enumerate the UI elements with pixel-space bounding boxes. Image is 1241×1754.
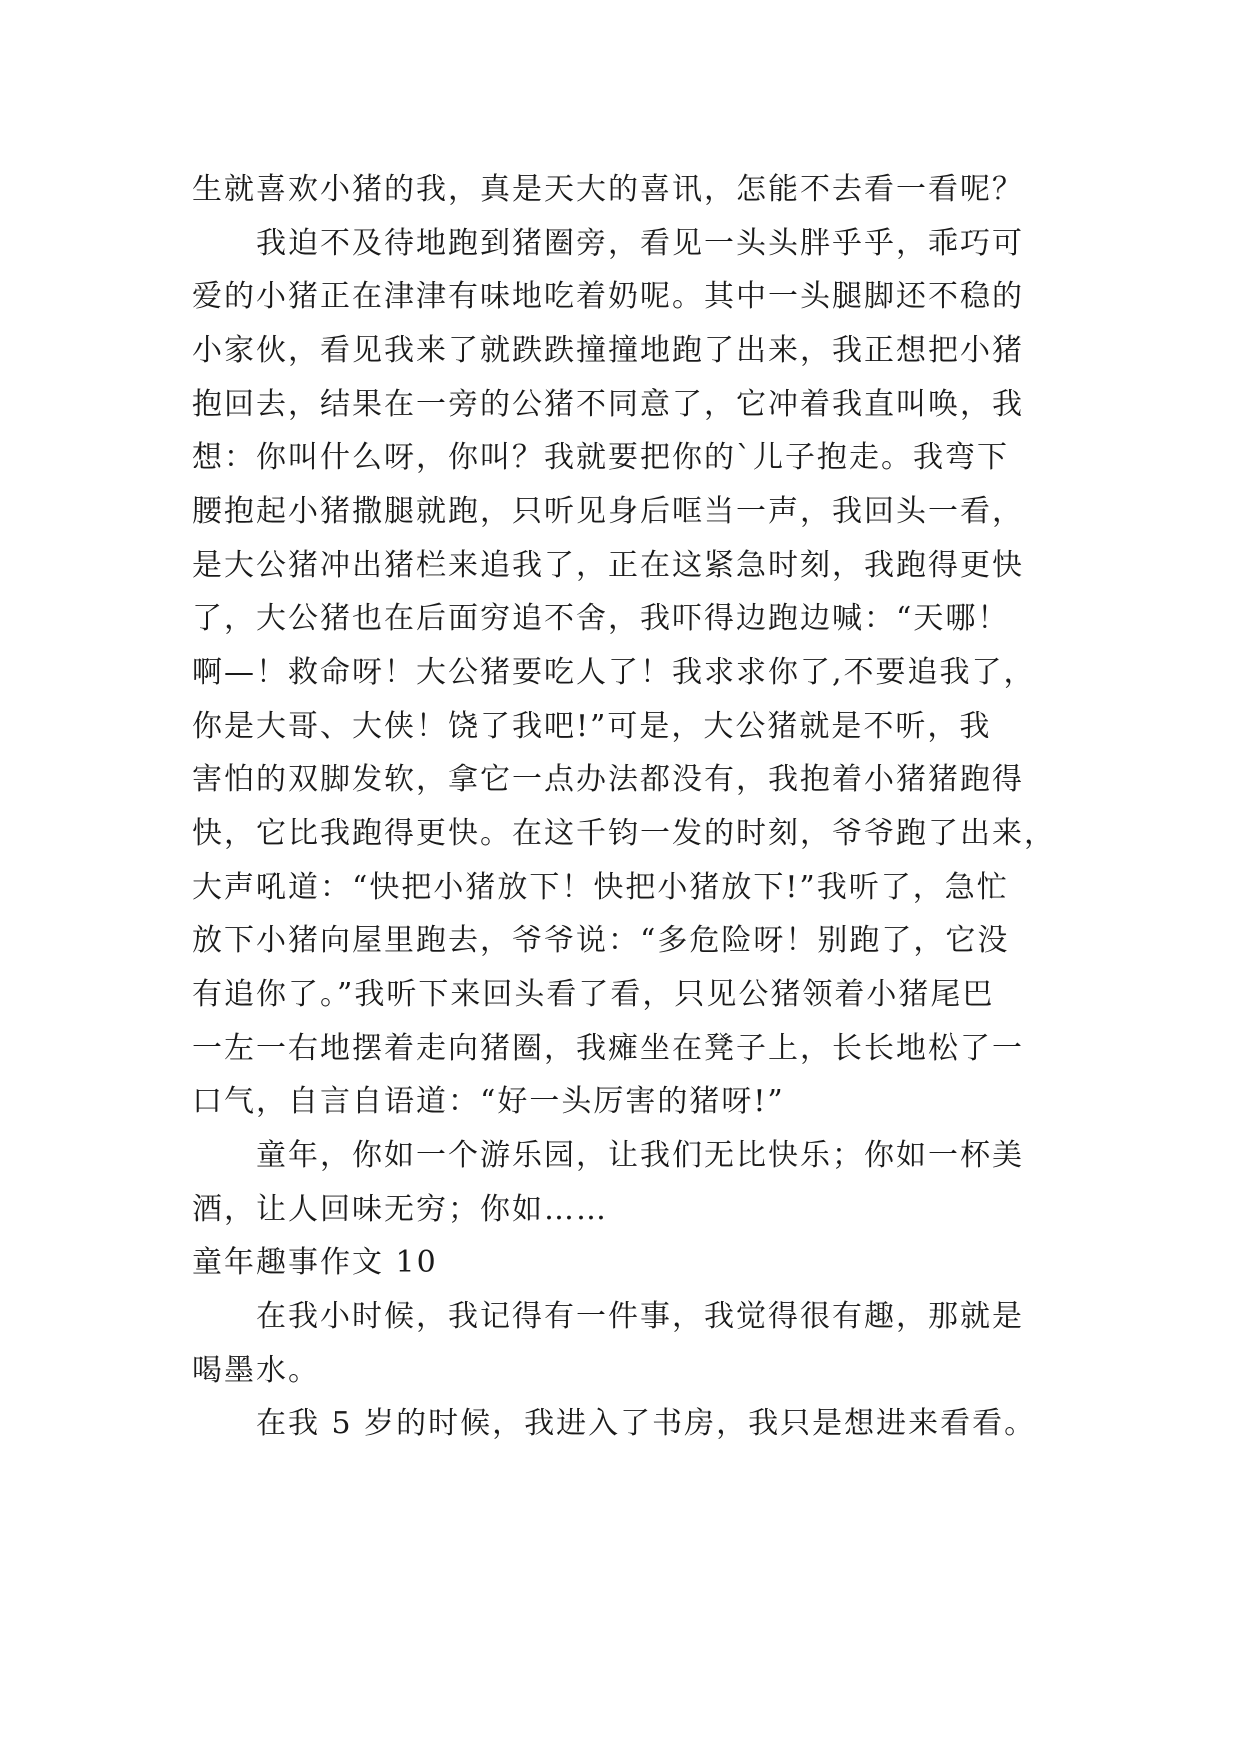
- paragraph-line: 我迫不及待地跑到猪圈旁，看见一头头胖乎乎，乖巧可: [256, 226, 1024, 261]
- paragraph-line: 腰抱起小猪撒腿就跑，只听见身后哐当一声，我回头一看，: [192, 494, 1024, 529]
- paragraph-line: 抱回去，结果在一旁的公猪不同意了，它冲着我直叫唤，我: [192, 387, 1024, 422]
- paragraph-line: 放下小猪向屋里跑去，爷爷说：“多危险呀！别跑了，它没: [192, 923, 1010, 958]
- paragraph-line: 了，大公猪也在后面穷追不舍，我吓得边跑边喊：“天哪！: [192, 601, 1010, 636]
- paragraph-line: 酒，让人回味无穷；你如……: [192, 1192, 608, 1227]
- paragraph-line: 大声吼道：“快把小猪放下！快把小猪放下!”我听了，急忙: [192, 870, 1009, 905]
- paragraph-line: 爱的小猪正在津津有味地吃着奶呢。其中一头腿脚还不稳的: [192, 279, 1024, 314]
- paragraph-line: 你是大哥、大侠！饶了我吧!”可是，大公猪就是不听，我: [192, 709, 992, 744]
- paragraph-line: 童年，你如一个游乐园，让我们无比快乐；你如一杯美: [256, 1138, 1024, 1173]
- paragraph-line: 小家伙，看见我来了就跌跌撞撞地跑了出来，我正想把小猪: [192, 333, 1024, 368]
- paragraph-line: 生就喜欢小猪的我，真是天大的喜讯，怎能不去看一看呢？: [192, 172, 1024, 207]
- paragraph-line: 害怕的双脚发软，拿它一点办法都没有，我抱着小猪猪跑得: [192, 762, 1024, 797]
- paragraph-line: 啊—！救命呀！大公猪要吃人了！我求求你了,不要追我了，: [192, 655, 1036, 690]
- paragraph-line: 想：你叫什么呀，你叫？我就要把你的`儿子抱走。我弯下: [192, 440, 1009, 475]
- paragraph-line: 快，它比我跑得更快。在这千钧一发的时刻，爷爷跑了出来，: [192, 816, 1056, 851]
- paragraph-line: 是大公猪冲出猪栏来追我了，正在这紧急时刻，我跑得更快: [192, 548, 1024, 583]
- paragraph-line: 有追你了。”我听下来回头看了看，只见公猪领着小猪尾巴: [192, 977, 995, 1012]
- paragraph-line: 口气，自言自语道：“好一头厉害的猪呀!”: [192, 1084, 785, 1119]
- paragraph-line: 一左一右地摆着走向猪圈，我瘫坐在凳子上，长长地松了一: [192, 1031, 1024, 1066]
- paragraph-line: 喝墨水。: [192, 1353, 320, 1388]
- section-heading: 童年趣事作文 10: [192, 1245, 438, 1280]
- paragraph-line: 在我小时候，我记得有一件事，我觉得很有趣，那就是: [256, 1299, 1024, 1334]
- paragraph-line: 在我 5 岁的时候，我进入了书房，我只是想进来看看。: [256, 1406, 1037, 1441]
